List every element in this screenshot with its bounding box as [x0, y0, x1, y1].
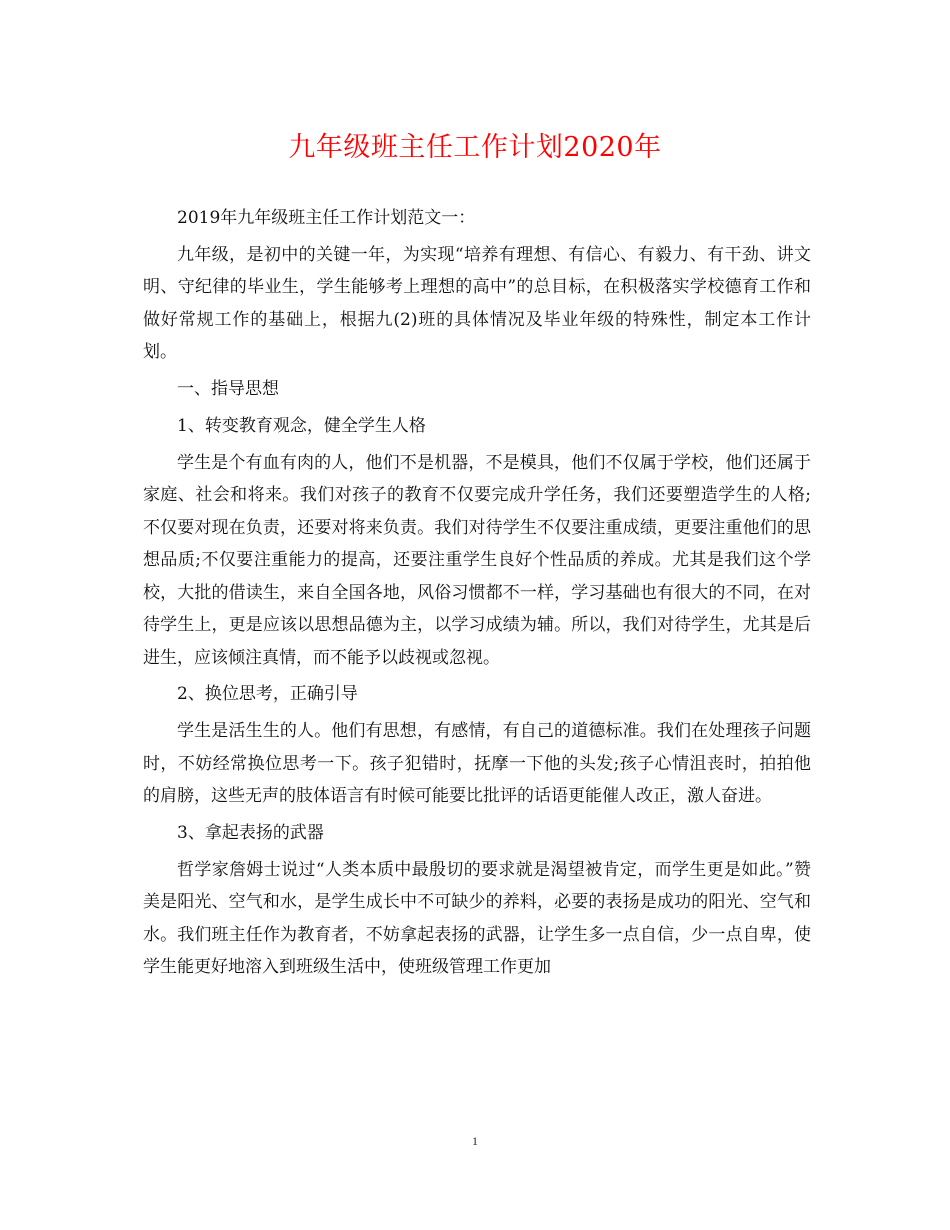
paragraph-1: 学生是个有血有肉的人，他们不是机器，不是模具，他们不仅属于学校，他们还属于家庭、社会和将来。我们对孩子的教育不仅要完成升学任务，我们还要塑造学生的人格;不仅要对现在负责，还要对将来负责。我们对待学生不仅要注重成绩，更要注重他们的思想品质;不仅要注重能力的提高，还要注重学生良好个性品质的养成。尤其是我们这个学校，大批的借读生，来自全国各地，风俗习惯都不一样，学习基础也有很大的不同，在对待学生上，更是应该以思想品德为主，以学习成绩为辅。所以，我们对待学生，尤其是后进生，应该倾注真情，而不能予以歧视或忽视。 [143, 452, 811, 668]
subheading-1: 1、转变教育观念，健全学生人格 [177, 415, 426, 436]
paragraph-overview: 九年级，是初中的关键一年，为实现“培养有理想、有信心、有毅力、有干劲、讲文明、守纪律的毕业生，学生能够考上理想的高中”的总目标，在积极落实学校德育工作和做好常规工作的基础上，根据九(2)班的具体情况及毕业年级的特殊性，制定本工作计划。 [143, 244, 811, 363]
section-heading-guiding-ideology: 一、指导思想 [177, 379, 279, 400]
document-title: 九年级班主任工作计划2020年 [288, 132, 662, 163]
document-body [143, 202, 811, 988]
paragraph-2: 学生是活生生的人。他们有思想，有感情，有自己的道德标准。我们在处理孩子问题时，不妨经常换位思考一下。孩子犯错时，抚摩一下他的头发;孩子心情沮丧时，拍拍他的肩膀，这些无声的肢体语言有时候可能要比批评的话语更能催人改正，激人奋进。 [143, 721, 811, 807]
page-number: 1 [472, 1134, 478, 1148]
paragraph-intro: 2019年九年级班主任工作计划范文一： [177, 208, 476, 228]
subheading-3: 3、拿起表扬的武器 [177, 823, 324, 844]
paragraph-3: 哲学家詹姆士说过“人类本质中最殷切的要求就是渴望被肯定，而学生更是如此。”赞美是阳光、空气和水，是学生成长中不可缺少的养料，必要的表扬是成功的阳光、空气和水。我们班主任作为教育者，不妨拿起表扬的武器，让学生多一点自信，少一点自卑，使学生能更好地溶入到班级生活中，使班级管理工作更加 [143, 859, 811, 978]
subheading-2: 2、换位思考，正确引导 [177, 684, 358, 705]
